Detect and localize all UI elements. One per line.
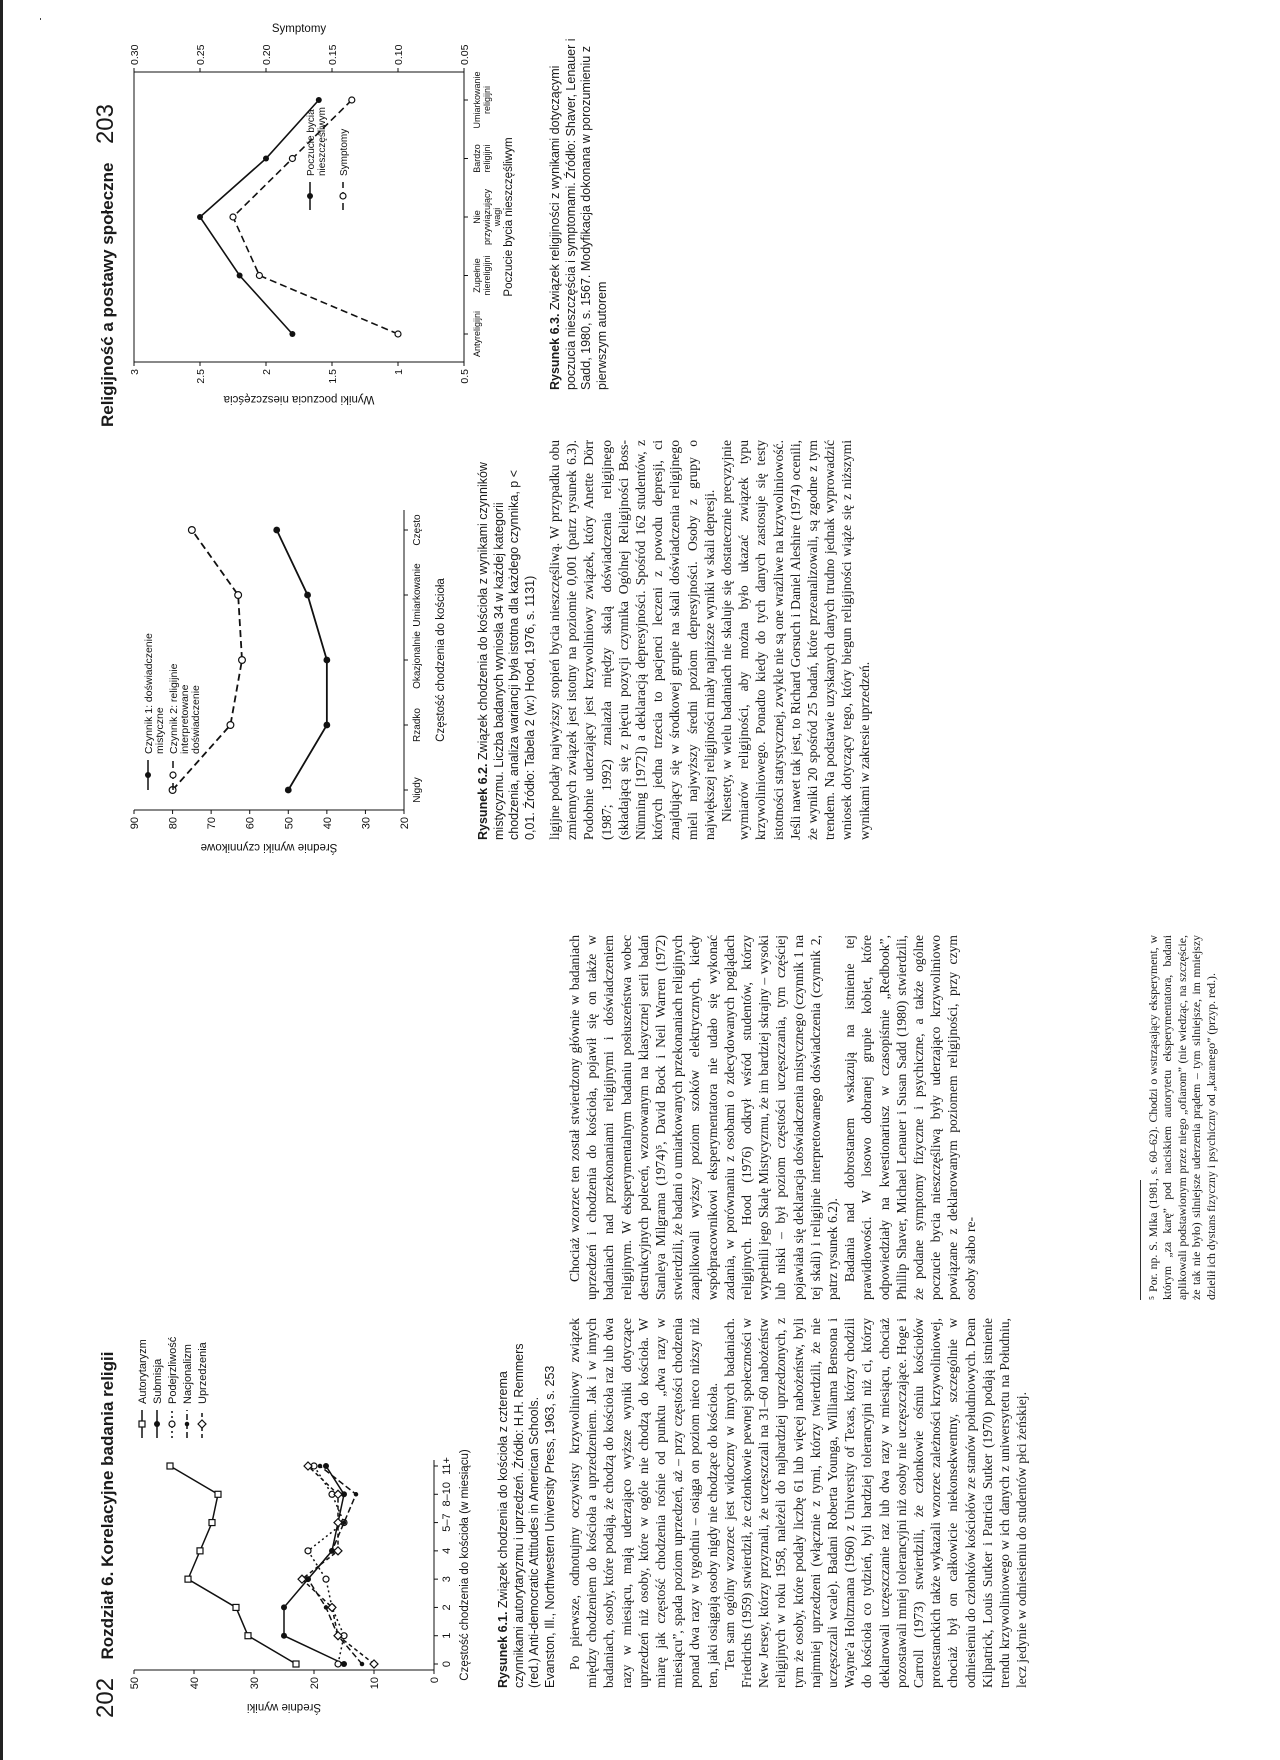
- series-line: [277, 530, 327, 790]
- legend-label: Podejrzliwość: [167, 1336, 179, 1404]
- legend-marker: [185, 1422, 190, 1427]
- series-line: [200, 100, 319, 334]
- left-body-text: [566, 1318, 1030, 1688]
- data-point: [304, 592, 311, 599]
- page-number: 203: [92, 104, 119, 145]
- caption-text: Związek chodzenia do kościoła z wynikami czynników mistycyzmu. Liczba badanych wyniosła 34 w każdej kategorii chodzenia, analiza wariancji była istotna dla każdego czynnika, p < 0,01. Źródło: Tabela 2 (w:) Hood, 1976, s. 1131): [476, 462, 537, 840]
- legend-marker: [169, 1421, 175, 1427]
- y-tick-label: 2: [261, 369, 273, 375]
- data-point: [323, 1576, 329, 1582]
- x-tick-label: 0: [441, 1660, 453, 1668]
- data-point: [360, 1662, 365, 1667]
- x-tick-label: religijni: [482, 144, 492, 173]
- y-axis-title: Średnie wyniki czynnikowe: [200, 841, 338, 853]
- y-tick-label: 30: [249, 1677, 261, 1690]
- x-tick-label: 4: [441, 1547, 453, 1554]
- legend-marker: [170, 772, 176, 778]
- x-tick-label: Umiarkowanie: [472, 71, 482, 129]
- y-tick-label: 40: [321, 817, 334, 830]
- data-point: [395, 331, 401, 337]
- y-tick-label: 10: [369, 1677, 381, 1690]
- scan-edge-line: [40, 18, 41, 20]
- data-point: [323, 1463, 329, 1469]
- y-tick-label: 1: [393, 369, 405, 375]
- y2-tick-label: 0.30: [129, 44, 141, 65]
- x-tick-label: religijni: [482, 85, 492, 115]
- x-tick-label: Bardzo: [472, 144, 482, 173]
- y2-tick-label: 0.15: [327, 44, 339, 65]
- y-tick-label: 20: [309, 1677, 321, 1690]
- legend-label: Uprzedzenia: [197, 1342, 209, 1404]
- data-point: [188, 527, 195, 534]
- footnote: ⁵ Por. np. S. Mika (1981, s. 60–62). Chodzi o wstrząsający eksperyment, w którym „za karę” pod naciskiem autorytetu eksperymentatora, badani aplikowali podstawionym przez niego „ofiarom” (nie wiedząc, na szczęście, że tak nie było) silniejsze uderzenia prądem – tym silniejsze, im mniejszy dzielił ich dystans fizyczny i psychiczny od „karanego” (przyp. red.).: [1146, 935, 1218, 1300]
- data-point: [227, 722, 234, 729]
- data-point: [316, 97, 322, 103]
- legend-marker: [307, 193, 313, 199]
- legend-label: interpretowane: [179, 684, 191, 754]
- x-tick-label: Zupełnie: [472, 258, 482, 293]
- data-point: [318, 1464, 323, 1469]
- right-body-text: [546, 440, 873, 840]
- x-axis-title: Częstość chodzenia do kościoła (w miesiącu): [459, 1449, 471, 1681]
- paragraph: Niestety, w wielu badaniach nie skaluje się dostatecznie precyzyjnie wymiarów religijności, aby można było ukazać związek typu krzywoliniowego. Ponadto kiedy do tych danych zastosuje się testy istotności statystycznej, zwykle nie są one wrażliwe na krzywoliniowość. Jeśli nawet tak jest, to Richard Gorsuch i Daniel Aleshire (1974) ocenili, że wyniki 20 spośród 25 badań, które przeanalizowali, są zgodne z tym trendem. Na podstawie uzyskanych danych trudno jednak wyprowadzić wniosek dotyczący tego, który biegun religijności wiąże się z niższymi wynikami w zakresie uprzedzeń.: [719, 440, 872, 840]
- x-tick-label: Często: [412, 514, 423, 546]
- x-tick-label: 1: [441, 1632, 453, 1639]
- x-tick-label: Rzadko: [412, 708, 423, 742]
- left-running-head: [92, 1338, 120, 1718]
- left-body-text-2: [566, 935, 979, 1300]
- y-tick-label: 20: [399, 817, 411, 830]
- y2-axis-title: Symptomy: [271, 23, 327, 35]
- y-tick-label: 80: [167, 817, 180, 830]
- y-tick-label: 0: [429, 1677, 441, 1684]
- caption-label: Rysunek 6.3.: [548, 313, 562, 390]
- data-point: [323, 722, 330, 729]
- data-point: [334, 1490, 342, 1498]
- data-point: [237, 273, 243, 279]
- page-number: 202: [92, 1677, 119, 1718]
- x-axis-title: Częstość chodzenia do kościoła: [435, 578, 447, 742]
- data-point: [289, 156, 295, 162]
- legend-label: Czynnik 2: religijnie: [168, 663, 180, 754]
- y-tick-label: 2.5: [195, 369, 207, 384]
- data-point: [245, 1633, 251, 1639]
- caption-text: Związek chodzenia do kościoła z czterema czynnikami autorytaryzmu i uprzedzeń. Źródło: H.H. Remmers (red.) Anti-democratic Attitudes in American Schools. Evanston, Ill., Northwestern University Press, 1963, s. 253: [496, 1343, 557, 1688]
- data-point: [263, 156, 269, 162]
- x-tick-label: Nigdy: [412, 777, 423, 803]
- y-axis-title: Wyniki poczucia nieszczęścia: [223, 393, 375, 405]
- data-point: [349, 97, 355, 103]
- legend-marker: [198, 1420, 206, 1428]
- right-running-head: [92, 104, 120, 441]
- y2-tick-label: 0.05: [459, 44, 471, 65]
- data-point: [230, 214, 236, 220]
- data-point: [293, 1661, 299, 1667]
- legend-marker: [145, 772, 151, 778]
- y-tick-label: 3: [129, 369, 141, 375]
- legend-marker: [154, 1421, 160, 1427]
- figure-6-3-chart: [120, 10, 540, 410]
- data-point: [167, 1463, 173, 1469]
- legend-label: nieszczęśliwym: [317, 107, 328, 176]
- running-head-title: Religijność a postawy społeczne: [98, 162, 117, 428]
- y-tick-label: 0.5: [459, 369, 471, 384]
- data-point: [323, 657, 330, 664]
- running-head-title: Rozdział 6. Korelacyjne badania religii: [98, 1351, 117, 1660]
- figure-6-2-chart: [120, 440, 470, 860]
- figure-6-1-chart: [120, 1280, 490, 1720]
- legend-label: Submisja: [152, 1358, 164, 1404]
- legend-label: Autorytaryzm: [137, 1339, 149, 1404]
- x-tick-label: 3: [441, 1576, 453, 1583]
- data-point: [334, 1519, 342, 1527]
- data-point: [305, 1548, 311, 1554]
- legend-label: Czynnik 1: doświadczenie: [143, 633, 155, 754]
- data-point: [185, 1576, 191, 1582]
- data-point: [197, 214, 203, 220]
- plot-frame: [134, 72, 464, 362]
- y-tick-label: 90: [129, 817, 141, 830]
- figure-6-3-caption: [548, 30, 610, 390]
- y-tick-label: 50: [283, 817, 296, 830]
- legend-label: Nacjonalizm: [182, 1344, 194, 1404]
- data-point: [235, 592, 242, 599]
- y-tick-label: 60: [244, 817, 257, 830]
- y-tick-label: 1.5: [327, 369, 339, 384]
- data-point: [334, 1632, 342, 1640]
- figure-6-2-caption: [476, 440, 538, 840]
- data-point: [341, 1661, 347, 1667]
- caption-text: Związek religijności z wynikami dotyczącymi poczucia nieszczęścia i symptomami. Źródło: Shaver, Lenauer i Sadd, 1980, s. 1567. Modyfikacja dokonana w porozumieniu z pierwszym autorem: [548, 38, 609, 390]
- series-line: [170, 1466, 296, 1664]
- y2-tick-label: 0.10: [393, 44, 405, 65]
- x-tick-label: 2: [441, 1604, 453, 1611]
- data-point: [197, 1548, 203, 1554]
- paragraph: Chociaż wzorzec ten został stwierdzony głównie w badaniach uprzedzeń i chodzenia do kościoła, pojawił się on także w badaniach nad przekonaniami religijnymi i doświadczeniem religijnym. W eksperymentalnym badaniu posłuszeństwa wobec destrukcyjnych poleceń, wzorowanym na klasycznej serii badań Stanleya Milgrama (1974)⁵, David Bock i Neil Warren (1972) stwierdzili, że badani o umiarkowanych przekonaniach religijnych zaaplikowali wyższy poziom szoków elektrycznych, kiedy współpracownikowi eksperymentatora nie udało się wykonać zadania, w porównaniu z osobami o zdecydowanych poglądach religijnych. Hood (1976) odkrył wśród studentów, którzy wypełnili jego Skalę Mistycyzmu, że im bardziej skrajny – wysoki lub niski – był poziom częstości uczęszczania, tym częściej pojawiała się deklaracja doświadczenia mistycznego (czynnik 1 na tej skali) i religijnie interpretowanego doświadczenia (czynnik 2, patrz rysunek 6.2).: [567, 935, 841, 1300]
- left-page: [0, 880, 1280, 1760]
- x-tick-label: przywiązujący: [482, 188, 492, 246]
- data-point: [281, 1633, 287, 1639]
- legend-marker: [139, 1421, 145, 1427]
- x-tick-label: niereligijni: [482, 255, 492, 296]
- data-point: [285, 787, 292, 794]
- paragraph: Ten sam ogólny wzorzec jest widoczny w innych badaniach. Friedrichs (1959) stwierdził, że członkowie pewnej społeczności w New Jersey, którzy przyznali, że uczęszczali na 31–60 nabożeństw religijnych w roku 1958, należeli do najbardziej uprzedzonych, z tym że osoby, które podały liczbę 61 lub więcej nabożeństw, byli najmniej uprzedzeni (włącznie z tymi, którzy twierdzili, że nie uczęszczali wcale). Badani Roberta Younga, Williama Bensona i Wayne'a Holtzmana (1960) z University of Texas, którzy chodzili do kościoła co tydzień, byli bardziej tolerancyjni niż ci, którzy deklarowali uczęszczanie raz lub dwa razy w miesiącu, chociaż pozostawali mniej tolerancyjni niż osoby nie uczęszczające. Hoge i Carroll (1973) stwierdzili, że członkowie ośmiu kościołów protestanckich także wykazali wzorzec zależności krzywoliniowej, chociaż był on całkowicie niekonsekwentny, szczególnie w odniesieniu do członków kościołów ze stanów południowych. Dean Kilpatrick, Louis Sutker i Patricia Sutker (1970) podają istnienie trendu krzywoliniowego w ich danych z uniwersytetu na Południu, lecz jedynie w odniesieniu do studentów płci żeńskiej.: [721, 1318, 1030, 1688]
- y-axis-title: Średnie wyniki: [246, 1701, 322, 1713]
- paragraph: Badania nad dobrostanem wskazują na istnienie tej prawidłowości. W losowo dobranej grupie kobiet, które odpowiedziały na kwestionariusz w czasopiśmie „Redbook”, Phillip Shaver, Michael Lenauer i Susan Sadd (1980) stwierdzili, że podane symptomy fizyczne i psychiczne, a także ogólne poczucie bycia nieszczęśliwą były uderzająco krzywoliniowo powiązane z deklarowanym poziomem religijności, przy czym osoby słabo re-: [842, 935, 978, 1300]
- data-point: [354, 1492, 359, 1497]
- x-tick-label: 11+: [441, 1457, 453, 1475]
- legend-label: mistyczne: [154, 707, 166, 754]
- footnote-rule: [1140, 1180, 1141, 1300]
- x-tick-label: Okazjonalnie: [412, 631, 423, 689]
- x-tick-label: Umiarkowanie: [412, 563, 423, 627]
- legend-label: Symptomy: [339, 128, 350, 176]
- paragraph: Po pierwsze, odnotujmy oczywisty krzywoliniowy związek między chodzeniem do kościoła a uprzedzeniem. Jak i w innych badaniach, osoby, które podają, że chodzą do kościoła raz lub dwa razy w miesiącu, mają uderzająco wyższe wyniki dotyczące uprzedzeń niż osoby, które w ogóle nie chodzą do kościoła. W miarę jak częstość chodzenia rośnie od punktu „dwa razy w miesiącu”, spada poziom uprzedzeń, aż – przy częstości chodzenia ponad dwa razy w tygodniu – osiąga on poziom nieco niższy niż ten, jaki osiągają osoby nigdy nie chodzące do kościoła.: [567, 1318, 720, 1688]
- y-tick-label: 40: [189, 1677, 201, 1690]
- y2-tick-label: 0.25: [195, 44, 207, 65]
- data-point: [335, 1661, 341, 1667]
- data-point: [233, 1604, 239, 1610]
- y-tick-label: 50: [129, 1677, 141, 1690]
- data-point: [256, 273, 262, 279]
- data-point: [239, 657, 246, 664]
- x-tick-label: wagi: [492, 207, 502, 227]
- legend-marker: [340, 193, 346, 199]
- x-axis-title: Poczucie bycia nieszczęśliwym: [503, 137, 515, 297]
- x-tick-label: Nie: [472, 210, 482, 224]
- data-point: [289, 331, 295, 337]
- y-tick-label: 30: [360, 817, 373, 830]
- legend-label: doświadczenie: [190, 685, 202, 754]
- paragraph: ligijne podały najwyższy stopień bycia nieszczęśliwą. W przypadku obu zmiennych związek jest istotny na poziomie 0,001 (patrz rysunek 6.3). Podobnie uderzający jest krzywoliniowy związek, który Anette Dörr (1987; 1992) znalazła między skalą doświadczenia religijnego (składającą się z pięciu pozycji czynnika Ogólnej Religijności Boss-Nünning [1972]) a deklaracją depresyjności. Spośród 162 studentów, z których jedna trzecia to pacjenci leczeni z powodu depresji, ci znajdujący się w środkowej grupie na skali doświadczenia religijnego mieli najwyższy średni poziom depresyjności. Osoby z grupy o największej religijności miały najniższe wyniki w skali depresji.: [547, 440, 717, 840]
- y2-tick-label: 0.20: [261, 44, 273, 65]
- data-point: [209, 1520, 215, 1526]
- x-tick-label: 8–10: [441, 1482, 453, 1507]
- figure-6-1-caption: [496, 1338, 558, 1688]
- data-point: [281, 1604, 287, 1610]
- x-tick-label: 5–7: [441, 1513, 453, 1532]
- data-point: [273, 527, 280, 534]
- caption-label: Rysunek 6.1.: [496, 1611, 510, 1688]
- legend-label: Poczucie bycia: [306, 109, 317, 176]
- caption-label: Rysunek 6.2.: [476, 763, 490, 840]
- y-tick-label: 70: [206, 817, 219, 830]
- data-point: [215, 1491, 221, 1497]
- x-tick-label: Antyreligijni: [472, 310, 482, 358]
